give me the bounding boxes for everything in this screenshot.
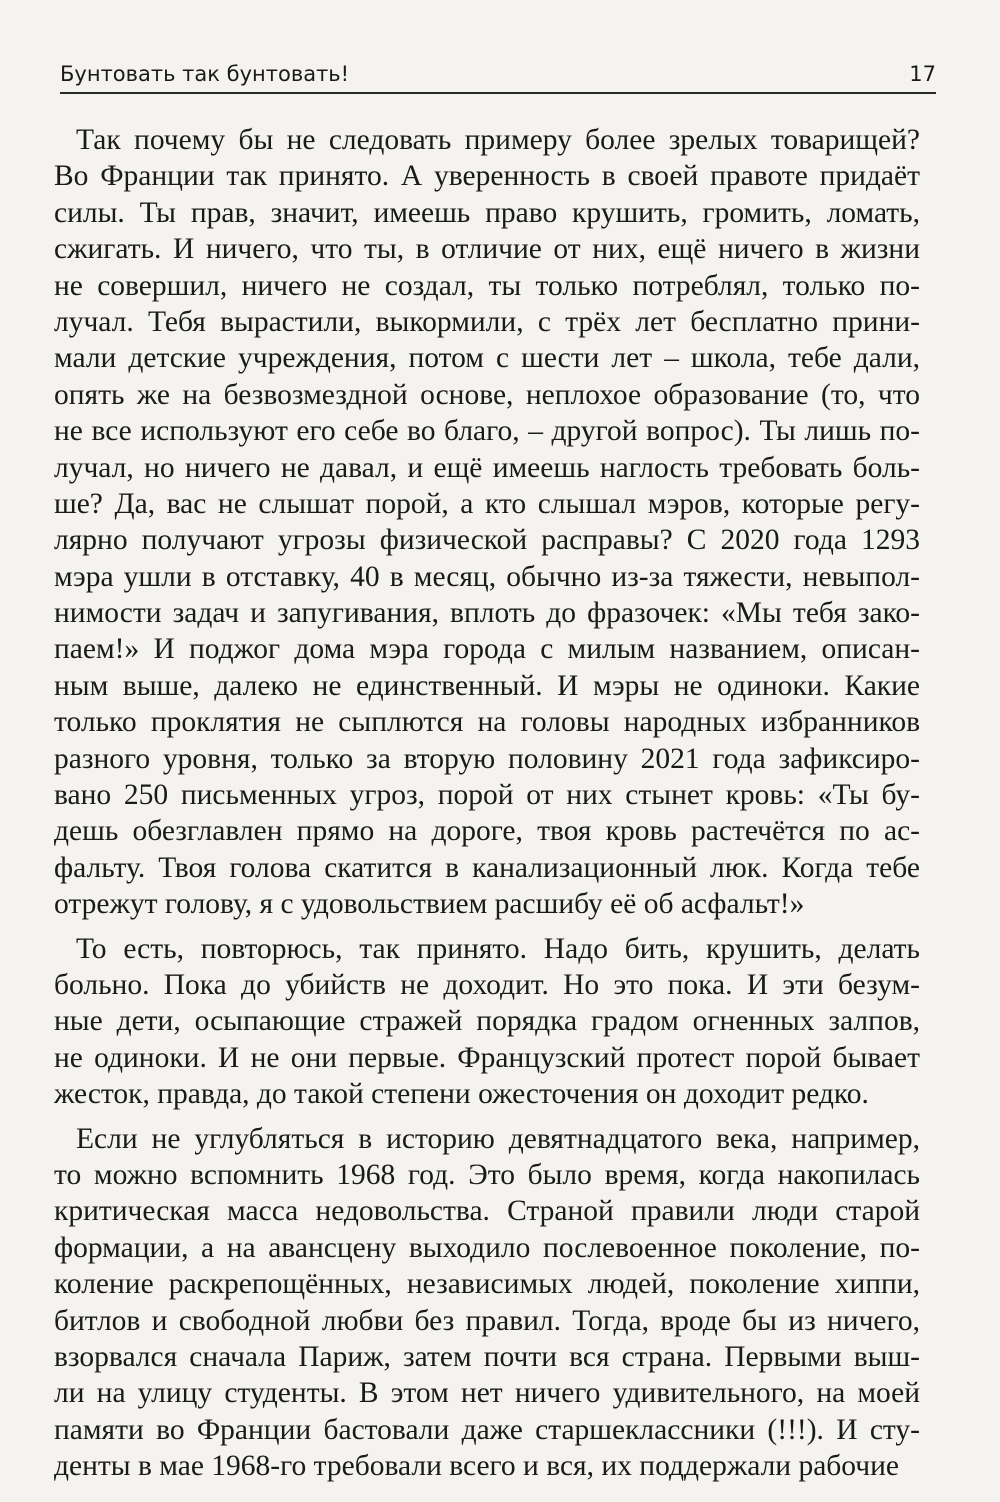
text-line: больно. Пока до убийств не доходит. Но это пока. И эти безум- xyxy=(54,968,920,1001)
paragraph xyxy=(54,122,920,923)
text-line: взорвался сначала Париж, затем почти вся страна. Первыми выш- xyxy=(54,1340,920,1373)
text-line: ли на улицу студенты. В этом нет ничего удивительного, на моей xyxy=(54,1377,920,1410)
text-line: лучал. Тебя вырастили, выкормили, с трёх лет бесплатно прини- xyxy=(54,305,920,338)
running-head-title: Бунтовать так бунтовать! xyxy=(60,62,350,86)
paragraph xyxy=(54,931,920,1113)
text-line: ным выше, далеко не единственный. И мэры не одиноки. Какие xyxy=(54,669,920,702)
text-line: только проклятия не сыплются на головы народных избранников xyxy=(54,706,920,739)
text-line: не все используют его себе во благо, – другой вопрос). Ты лишь по- xyxy=(54,415,920,448)
text-line: мэра ушли в отставку, 40 в месяц, обычно из-за тяжести, невыпол- xyxy=(54,560,920,593)
paragraph xyxy=(54,1121,920,1485)
text-line: коление раскрепощённых, независимых людей, поколение хиппи, xyxy=(54,1268,920,1301)
text-line: лярно получают угрозы физической расправы? С 2020 года 1293 xyxy=(54,524,920,557)
page-number: 17 xyxy=(909,62,936,86)
text-line: мали детские учреждения, потом с шести лет – школа, тебе дали, xyxy=(54,342,920,375)
text-line: вано 250 письменных угроз, порой от них стынет кровь: «Ты бу- xyxy=(54,779,920,812)
text-line: Если не углубляться в историю девятнадцатого века, например, xyxy=(76,1122,920,1155)
paragraph-gap xyxy=(54,1113,920,1121)
text-line: ные дети, осыпающие стражей порядка градом огненных залпов, xyxy=(54,1005,920,1038)
text-line: разного уровня, только за вторую половину 2021 года зафиксиро- xyxy=(54,742,920,775)
paragraph-gap xyxy=(54,923,920,931)
text-line: то можно вспомнить 1968 год. Это было время, когда накопилась xyxy=(54,1158,920,1191)
text-line: не совершил, ничего не создал, ты только потреблял, только по- xyxy=(54,269,920,302)
body-text xyxy=(54,122,920,1484)
text-line: ше? Да, вас не слышат порой, а кто слышал мэров, которые регу- xyxy=(54,487,920,520)
text-line: отрежут голову, я с удовольствием расшибу её об асфальт!» xyxy=(54,888,805,921)
running-head xyxy=(60,58,936,94)
text-line: сжигать. И ничего, что ты, в отличие от них, ещё ничего в жизни xyxy=(54,233,920,266)
text-line: паем!» И поджог дома мэра города с милым названием, описан- xyxy=(54,633,920,666)
text-line: нимости задач и запугивания, вплоть до фразочек: «Мы тебя зако- xyxy=(54,597,920,630)
text-line: опять же на безвозмездной основе, неплохое образование (то, что xyxy=(54,378,920,411)
text-line: критическая масса недовольства. Страной правили люди старой xyxy=(54,1195,920,1228)
text-line: не одиноки. И не они первые. Французский протест порой бывает xyxy=(54,1041,920,1074)
text-line: денты в мае 1968-го требовали всего и вся, их поддержали рабочие xyxy=(54,1450,900,1483)
text-line: силы. Ты прав, значит, имеешь право крушить, громить, ломать, xyxy=(54,196,920,229)
text-line: Так почему бы не следовать примеру более зрелых товарищей? xyxy=(76,124,920,156)
text-line: фальту. Твоя голова скатится в канализационный люк. Когда тебе xyxy=(54,851,920,884)
text-line: То есть, повторюсь, так принято. Надо бить, крушить, делать xyxy=(76,932,920,965)
text-line: битлов и свободной любви без правил. Тогда, вроде бы из ничего, xyxy=(54,1304,920,1337)
text-line: жесток, правда, до такой степени ожесточения он доходит редко. xyxy=(54,1078,869,1111)
text-line: дешь обезглавлен прямо на дороге, твоя кровь растечётся по ас- xyxy=(54,815,920,848)
text-line: Во Франции так принято. А уверенность в своей правоте придаёт xyxy=(54,160,920,193)
text-line: лучал, но ничего не давал, и ещё имеешь наглость требовать боль- xyxy=(54,451,920,484)
text-line: памяти во Франции бастовали даже старшеклассники (!!!). И сту- xyxy=(54,1413,920,1446)
text-line: формации, а на авансцену выходило послевоенное поколение, по- xyxy=(54,1231,920,1264)
